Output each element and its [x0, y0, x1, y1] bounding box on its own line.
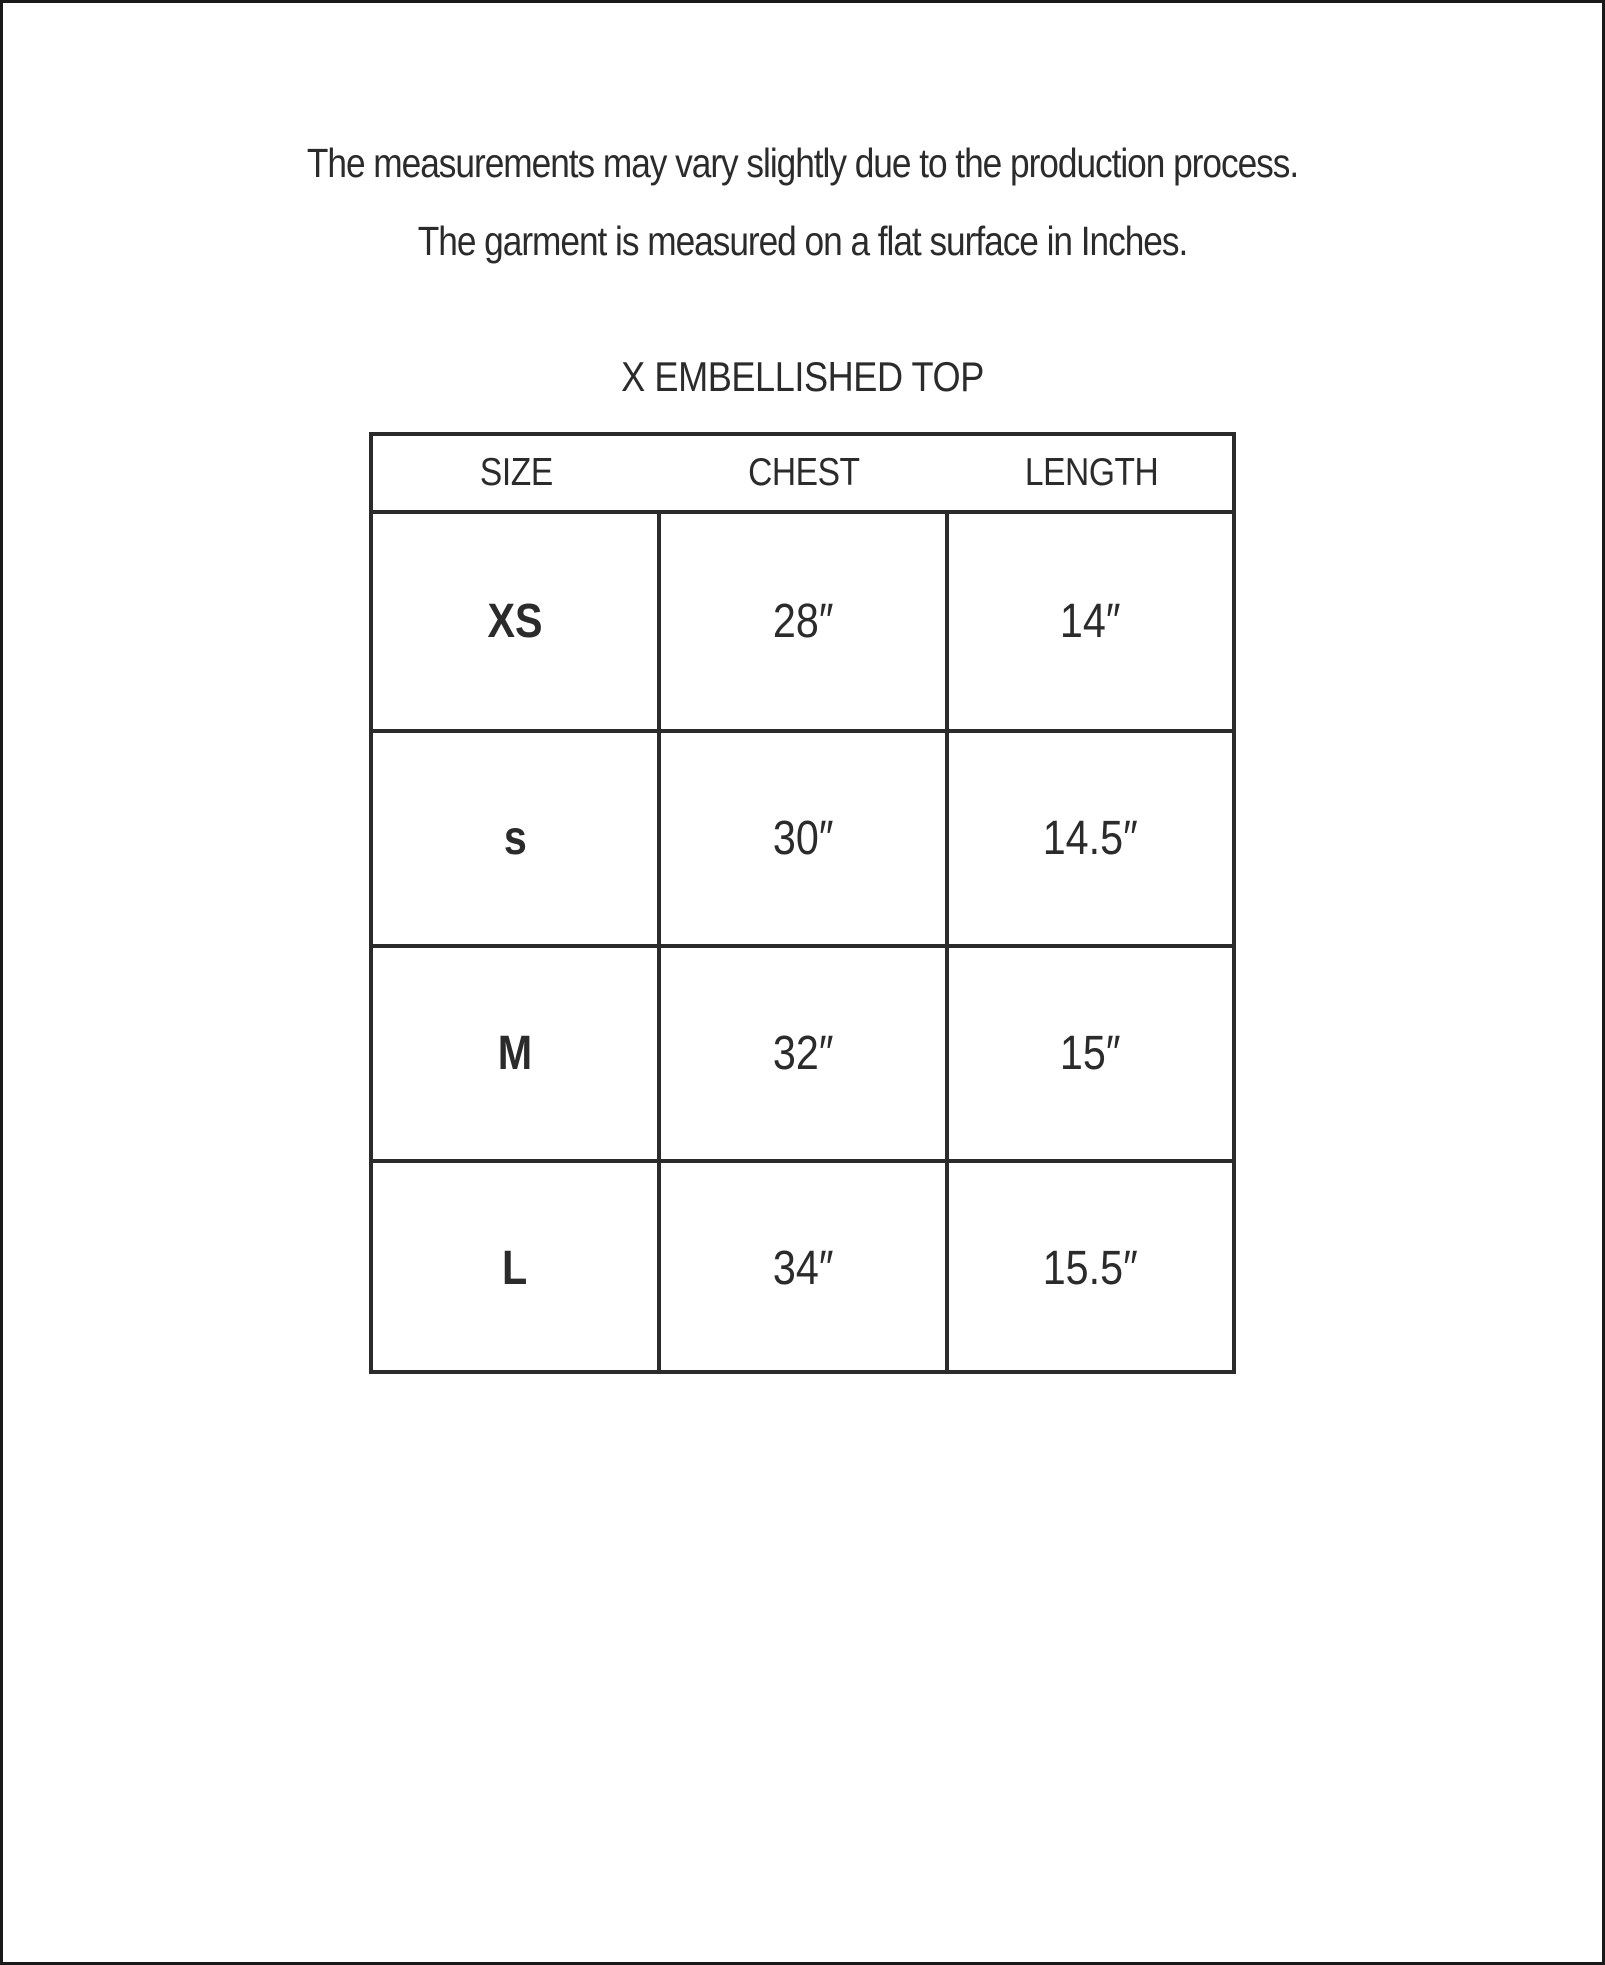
chest-value: 32″ — [772, 1027, 834, 1080]
chest-cell — [661, 514, 949, 729]
measurement-note-line-1: The measurements may vary slightly due to the production process. — [306, 140, 1299, 186]
length-value: 15″ — [1060, 1027, 1121, 1080]
size-cell — [373, 733, 661, 944]
header-size-label: SIZE — [479, 451, 553, 494]
table-row — [373, 1159, 1232, 1374]
chest-value: 34″ — [772, 1242, 834, 1295]
size-value: M — [497, 1027, 533, 1080]
length-value: 14.5″ — [1043, 812, 1138, 865]
size-value: L — [502, 1242, 528, 1295]
length-value: 14″ — [1060, 595, 1121, 648]
header-size — [373, 436, 659, 510]
header-length-label: LENGTH — [1025, 451, 1159, 494]
chest-cell — [661, 1163, 949, 1374]
length-cell — [949, 1163, 1232, 1374]
header-chest-label: CHEST — [748, 451, 860, 494]
length-cell — [949, 733, 1232, 944]
size-value: XS — [487, 595, 543, 648]
table-header — [373, 436, 1232, 514]
size-cell — [373, 948, 661, 1159]
size-cell — [373, 514, 661, 729]
length-value: 15.5″ — [1043, 1242, 1138, 1295]
size-chart-table — [369, 432, 1236, 1374]
chest-value: 28″ — [772, 595, 834, 648]
measurement-note-line-2: The garment is measured on a flat surface in Inches. — [417, 218, 1188, 264]
length-cell — [949, 514, 1232, 729]
chest-value: 30″ — [772, 812, 834, 865]
table-row — [373, 729, 1232, 944]
chest-cell — [661, 948, 949, 1159]
product-title: X EMBELLISHED TOP — [621, 353, 984, 400]
chest-cell — [661, 733, 949, 944]
size-cell — [373, 1163, 661, 1374]
header-length — [949, 436, 1235, 510]
header-chest — [661, 436, 947, 510]
length-cell — [949, 948, 1232, 1159]
table-row — [373, 514, 1232, 729]
size-value: s — [503, 812, 527, 865]
table-row — [373, 944, 1232, 1159]
